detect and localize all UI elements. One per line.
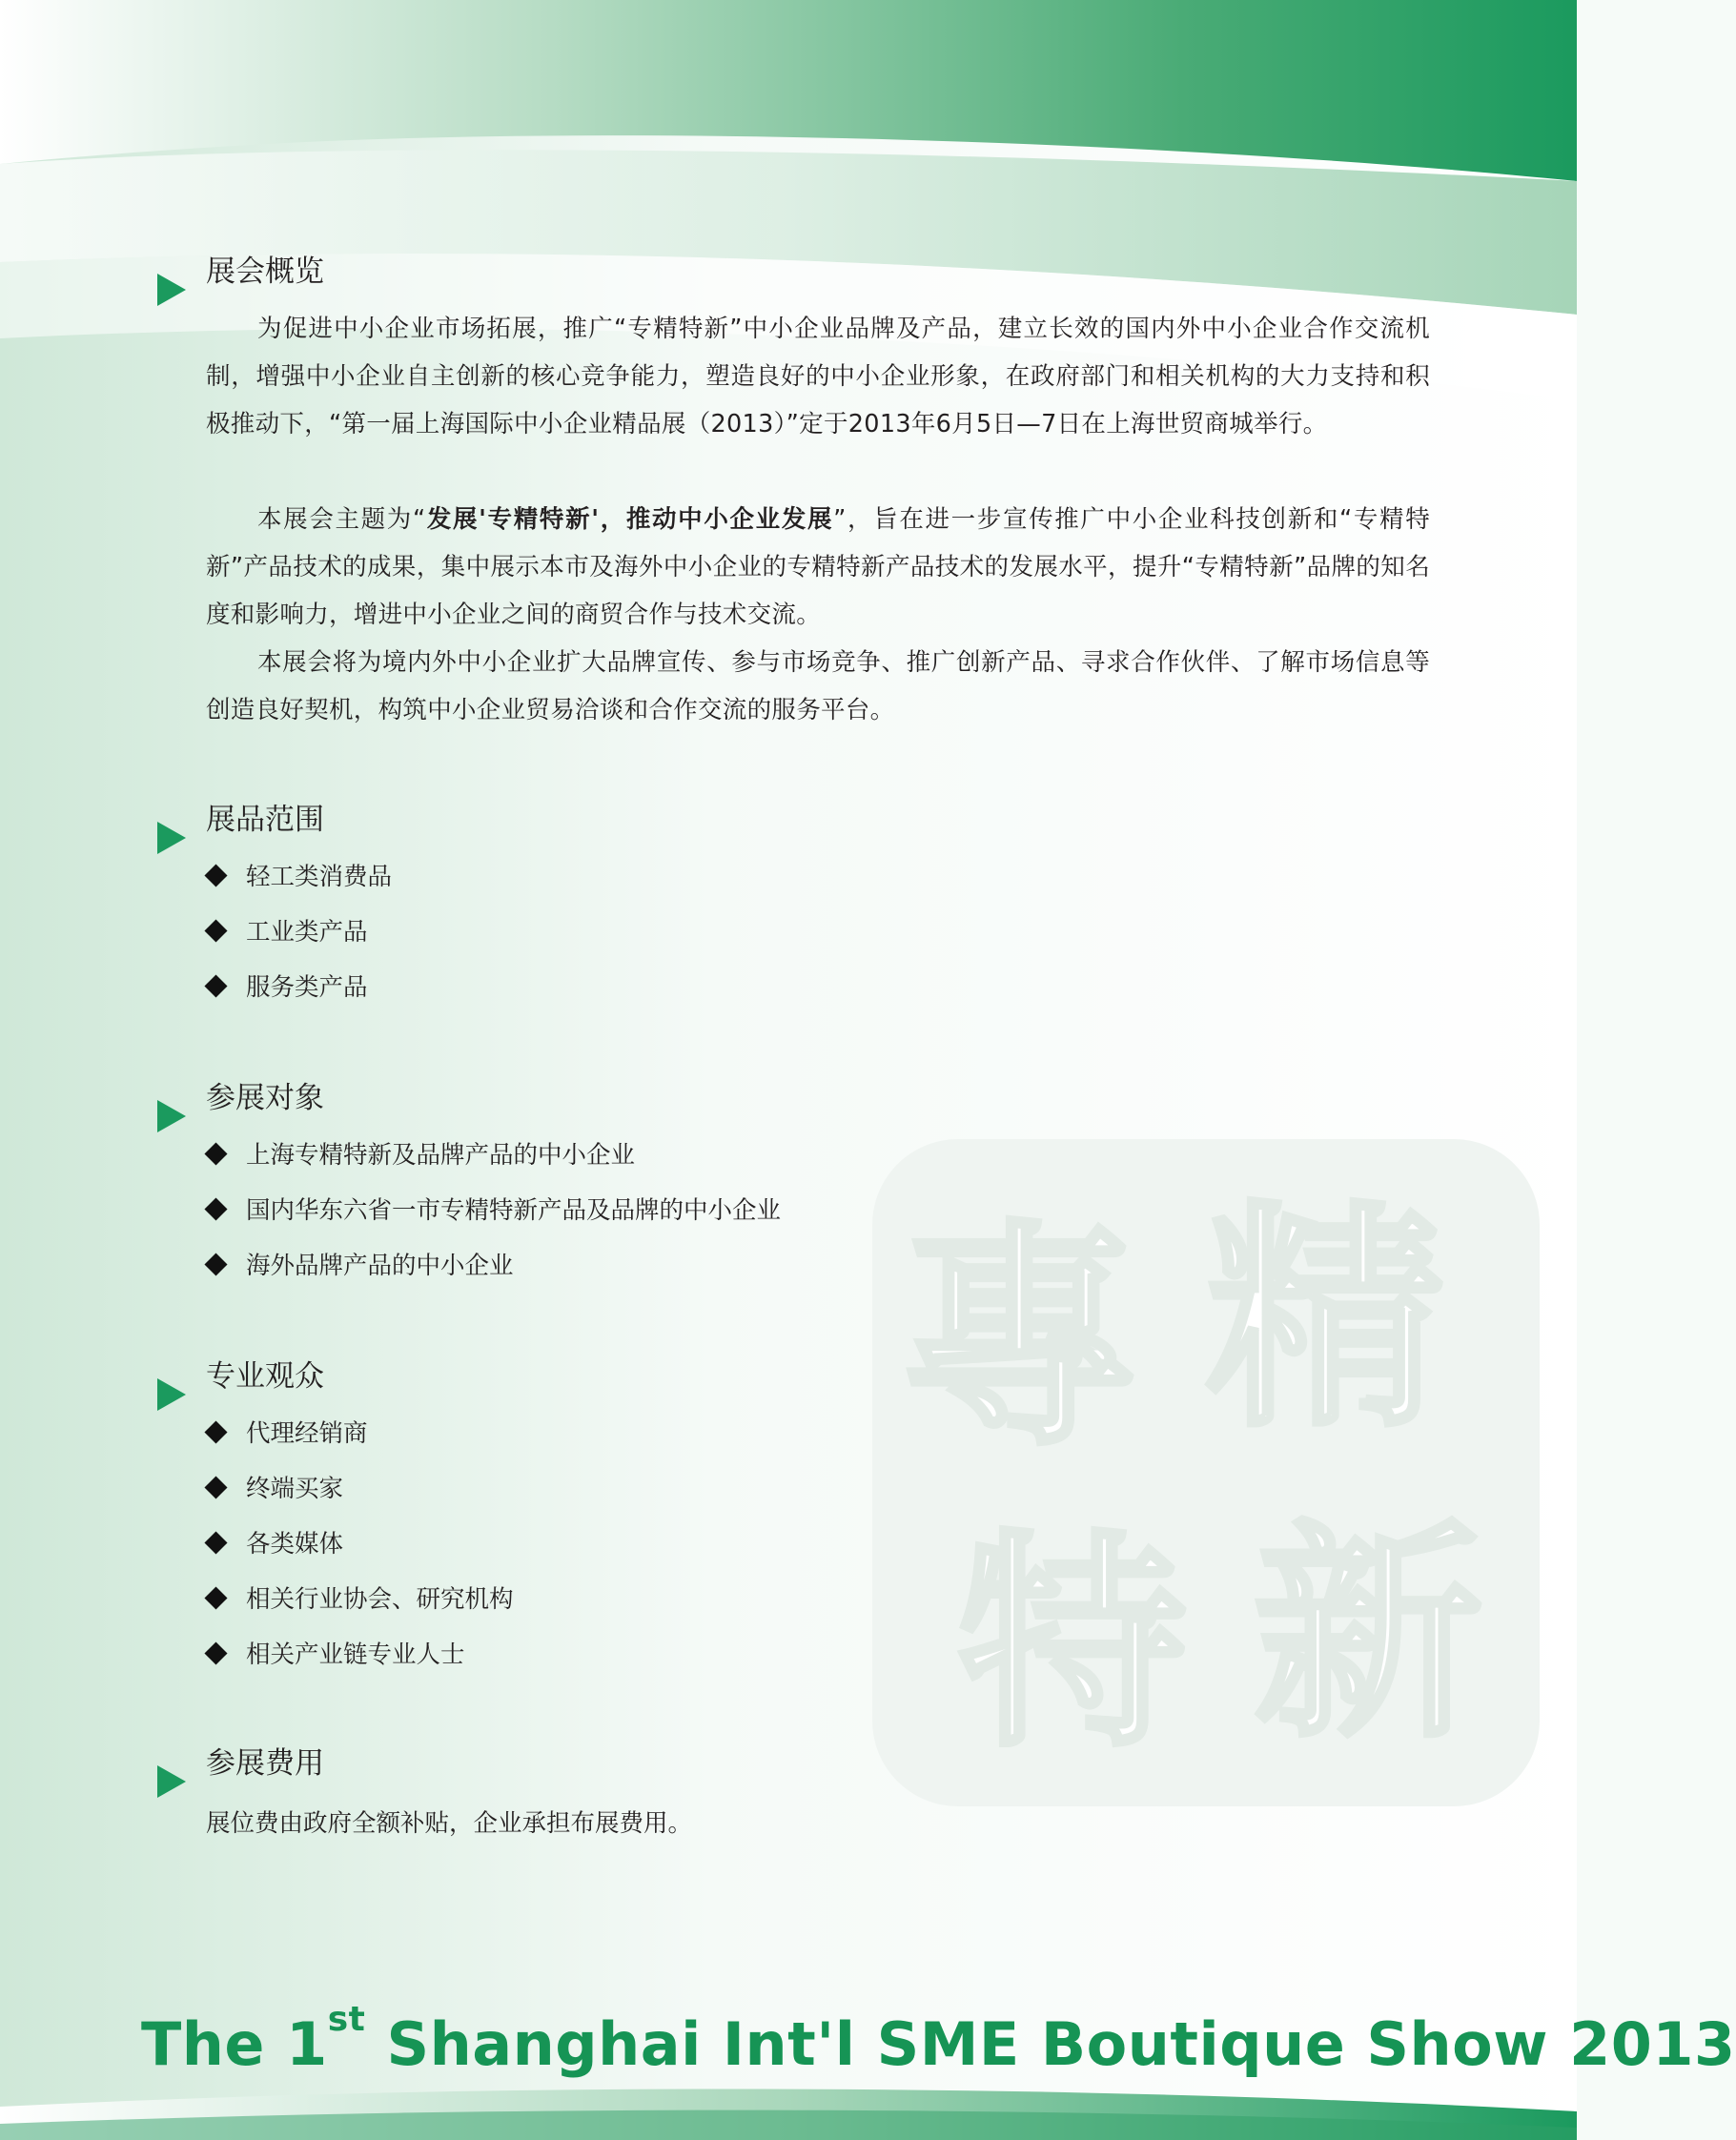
diamond-bullet-icon bbox=[204, 1476, 227, 1498]
list-item bbox=[206, 1470, 514, 1525]
list-item-text: 终端买家 bbox=[246, 1475, 344, 1503]
list-item bbox=[206, 1636, 514, 1691]
list-item-text: 代理经销商 bbox=[246, 1419, 368, 1448]
section-marker-icon bbox=[157, 274, 186, 306]
footer-title-part: The 1 bbox=[141, 2009, 328, 2079]
diamond-bullet-icon bbox=[204, 1197, 227, 1220]
list-item bbox=[206, 1192, 781, 1247]
list-item-text: 工业类产品 bbox=[246, 918, 368, 947]
theme-text: 发展'专精特新'，推动中小企业发展 bbox=[425, 505, 834, 534]
diamond-bullet-icon bbox=[204, 1253, 227, 1275]
list-item bbox=[206, 1415, 514, 1470]
list-item-text: 各类媒体 bbox=[246, 1530, 344, 1559]
list-item bbox=[206, 968, 392, 1024]
footer-ordinal: st bbox=[327, 2000, 366, 2039]
visitors-title: 专业观众 bbox=[206, 1359, 324, 1394]
diamond-bullet-icon bbox=[204, 1641, 227, 1664]
exhibitors-title: 参展对象 bbox=[206, 1081, 324, 1115]
overview-paragraph-2 bbox=[206, 496, 1430, 639]
list-item bbox=[206, 858, 392, 913]
list-item-text: 相关产业链专业人士 bbox=[246, 1641, 465, 1669]
diamond-bullet-icon bbox=[204, 864, 227, 887]
theme-suffix: ”，旨在进一步宣传推广中小企业科技创新和“专精特新”产品技术的成果，集中展示本市及海外中小企业的专精特新产品技术的发展水平，提升“专精特新”品牌的知名度和影响力，增进中小企业之间的商贸合作与技术交流。 bbox=[206, 505, 1431, 629]
diamond-bullet-icon bbox=[204, 1586, 227, 1609]
fees-title: 参展费用 bbox=[206, 1746, 324, 1781]
watermark-char: 精 bbox=[1206, 1181, 1444, 1458]
watermark-char: 新 bbox=[1254, 1501, 1483, 1768]
fees-text: 展位费由政府全额补贴，企业承担布展费用。 bbox=[206, 1809, 693, 1838]
overview-paragraph-3: 本展会将为境内外中小企业扩大品牌宣传、参与市场竞争、推广创新产品、寻求合作伙伴、了解市场信息等创造良好契机，构筑中小企业贸易洽谈和合作交流的服务平台。 bbox=[206, 648, 1430, 724]
list-item-text: 相关行业协会、研究机构 bbox=[246, 1585, 514, 1614]
list-item-text: 国内华东六省一市专精特新产品及品牌的中小企业 bbox=[246, 1196, 782, 1225]
list-item bbox=[206, 1136, 781, 1192]
overview-paragraph-1: 为促进中小企业市场拓展，推广“专精特新”中小企业品牌及产品，建立长效的国内外中小企业合作交流机制，增强中小企业自主创新的核心竞争能力，塑造良好的中小企业形象，在政府部门和相关机构的大力支持和积极推动下，“第一届上海国际中小企业精品展（2013）”定于2013年6月5日—7日在上海世贸商城举行。 bbox=[206, 315, 1430, 438]
overview-title: 展会概览 bbox=[206, 255, 324, 289]
footer-title-part: Shanghai Int'l SME Boutique Show 2013 bbox=[365, 2009, 1736, 2079]
exhibitors-list bbox=[206, 1136, 781, 1302]
diamond-bullet-icon bbox=[204, 974, 227, 997]
diamond-bullet-icon bbox=[204, 1420, 227, 1443]
products-list bbox=[206, 858, 392, 1024]
section-marker-icon bbox=[157, 1378, 186, 1411]
list-item-text: 轻工类消费品 bbox=[246, 863, 393, 891]
theme-prefix: 本展会主题为“ bbox=[257, 505, 426, 534]
watermark-char: 專 bbox=[901, 1200, 1139, 1478]
list-item bbox=[206, 1247, 781, 1302]
list-item bbox=[206, 1525, 514, 1580]
footer-title bbox=[141, 2000, 1736, 2083]
section-marker-icon bbox=[157, 1100, 186, 1132]
diamond-bullet-icon bbox=[204, 1531, 227, 1554]
visitors-list bbox=[206, 1415, 514, 1691]
watermark-char: 特 bbox=[958, 1511, 1188, 1778]
diamond-bullet-icon bbox=[204, 919, 227, 942]
list-item-text: 上海专精特新及品牌产品的中小企业 bbox=[246, 1141, 636, 1170]
section-marker-icon bbox=[157, 822, 186, 854]
products-title: 展品范围 bbox=[206, 803, 324, 837]
list-item bbox=[206, 1580, 514, 1636]
diamond-bullet-icon bbox=[204, 1142, 227, 1165]
list-item-text: 海外品牌产品的中小企业 bbox=[246, 1252, 514, 1280]
list-item-text: 服务类产品 bbox=[246, 973, 368, 1002]
section-marker-icon bbox=[157, 1765, 186, 1798]
list-item bbox=[206, 913, 392, 968]
